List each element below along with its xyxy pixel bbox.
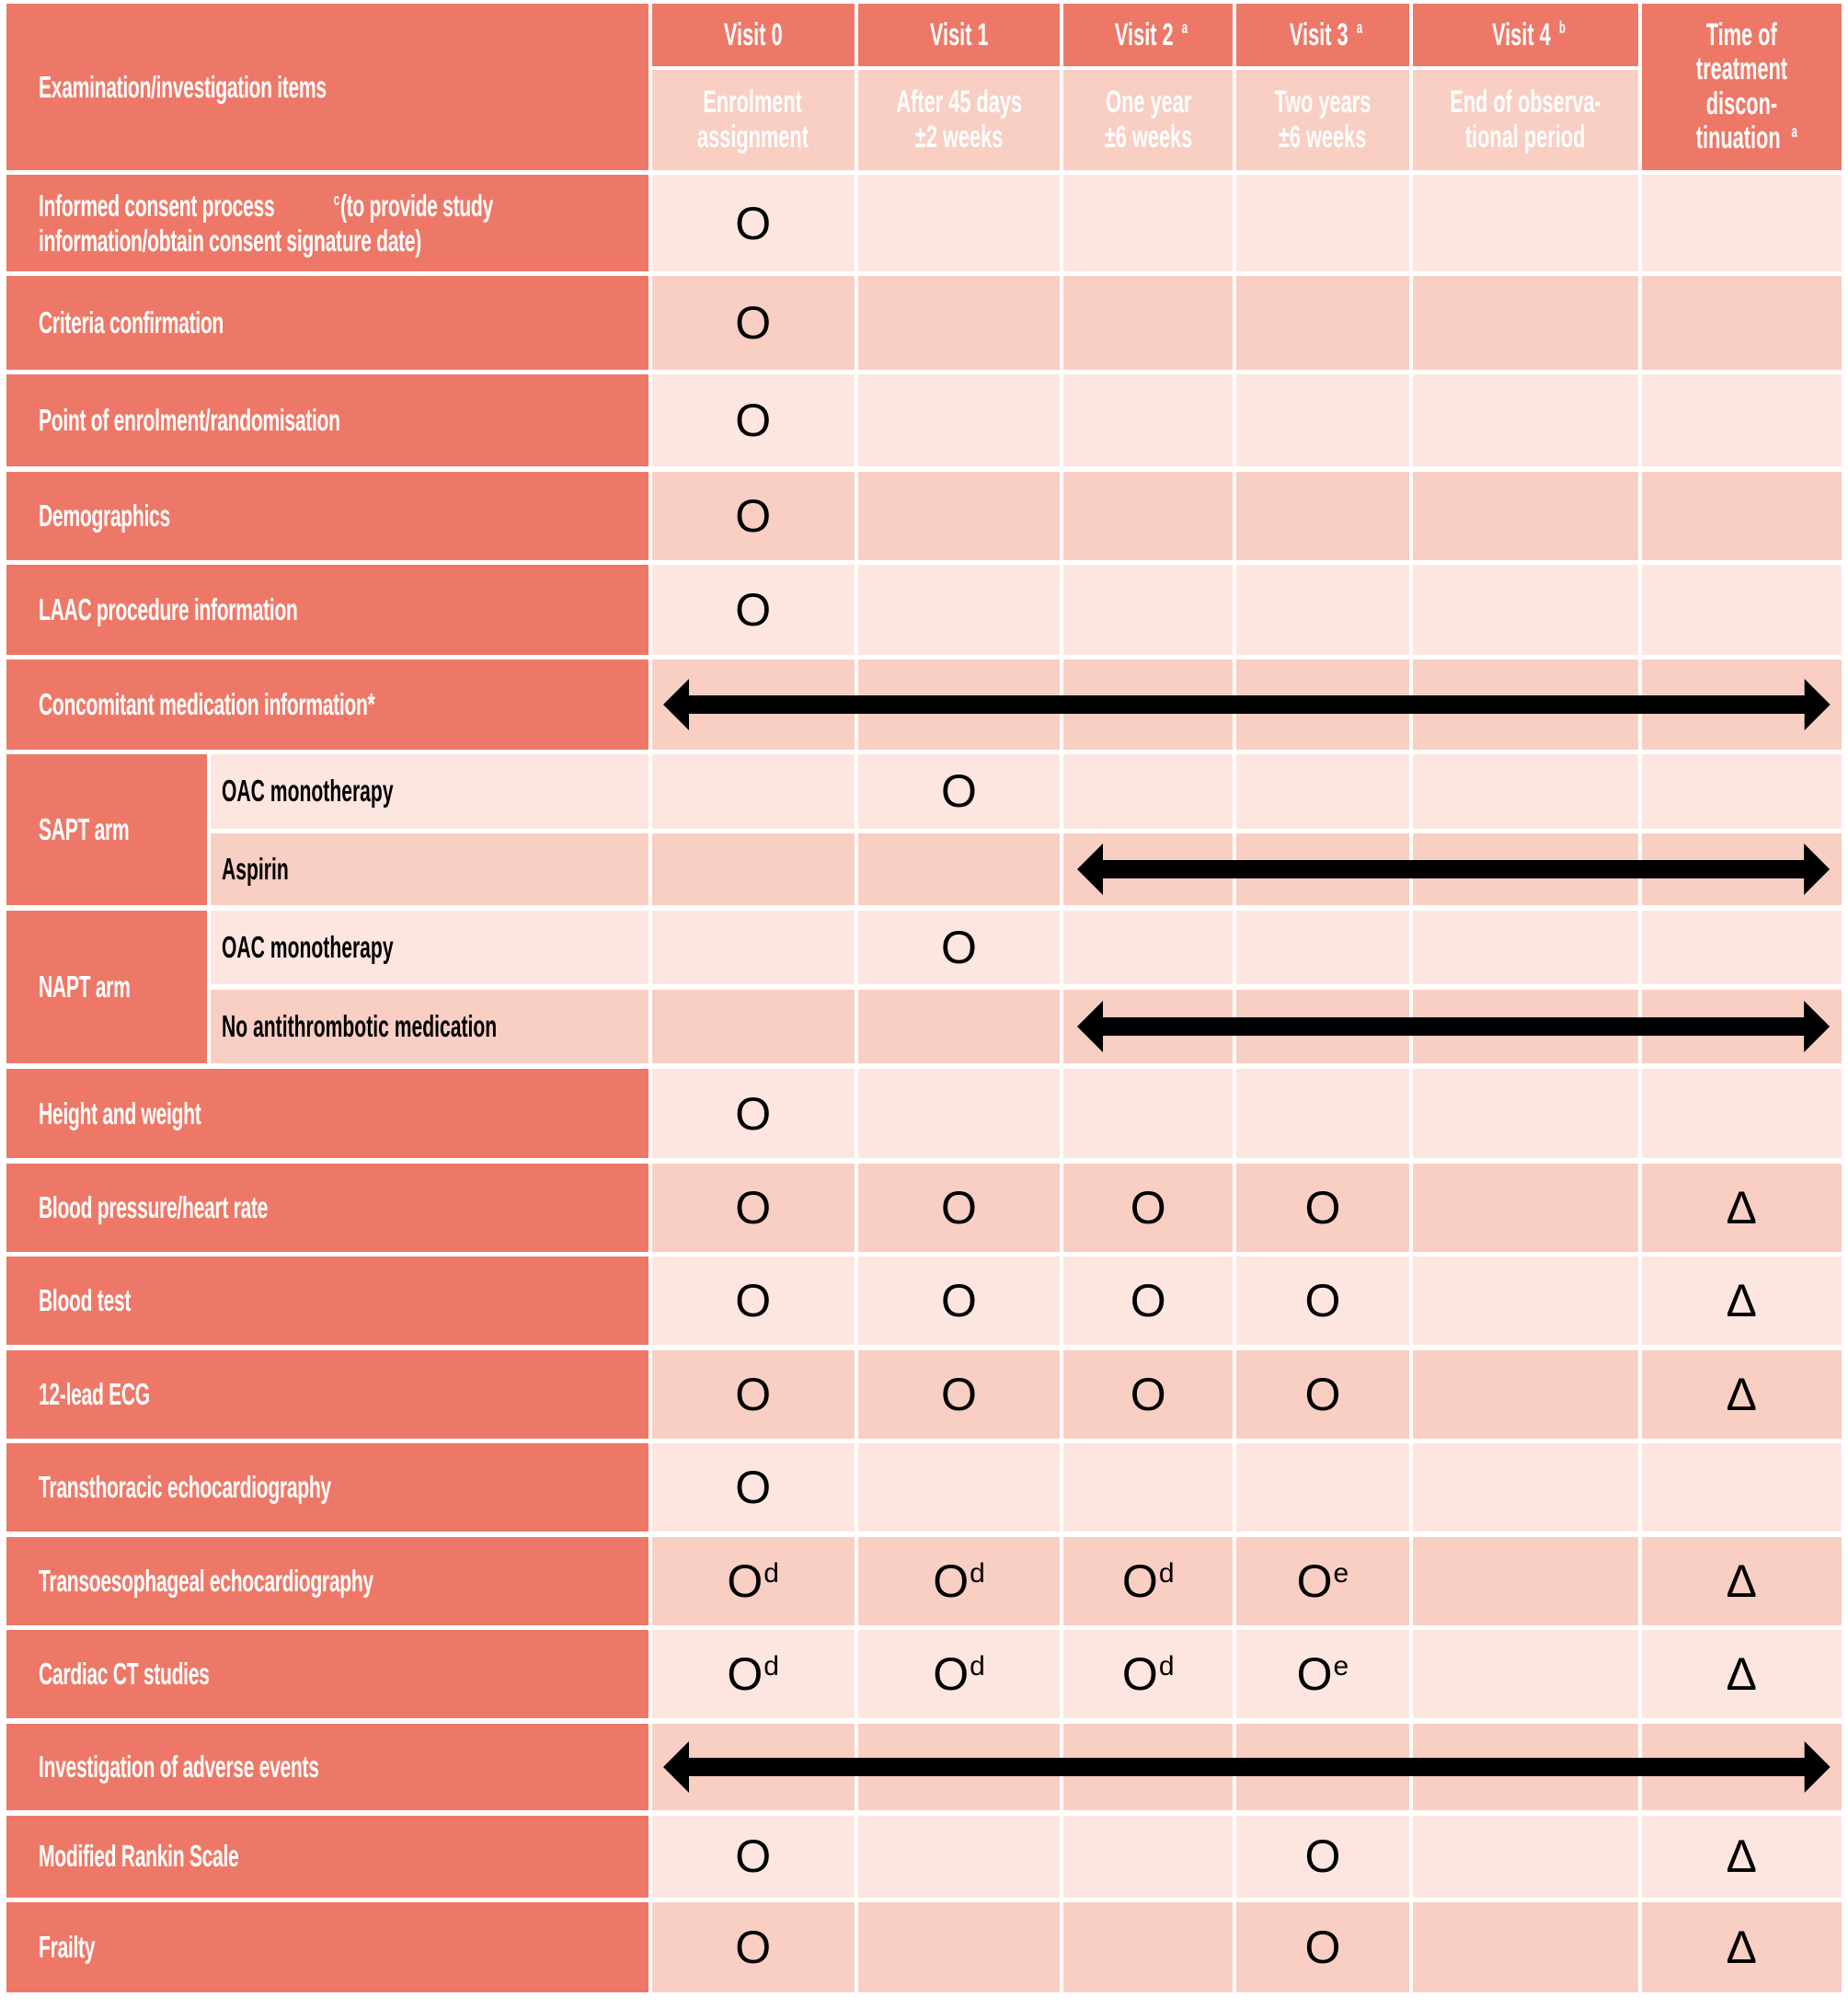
footnote: d	[1158, 1651, 1175, 1682]
header-visit-2	[1063, 4, 1232, 66]
schedule-cell	[858, 1902, 1061, 1991]
row-label	[6, 660, 649, 749]
row-label-text: Height and weight	[38, 1096, 201, 1130]
required-mark: O	[735, 1921, 772, 1973]
schedule-cell	[652, 1069, 855, 1158]
schedule-cell	[858, 1164, 1061, 1252]
schedule-cell	[1413, 911, 1638, 985]
row-label-text: Aspirin	[222, 852, 290, 887]
schedule-cell	[1236, 911, 1409, 985]
schedule-cell	[652, 472, 855, 560]
schedule-cell	[1642, 1443, 1842, 1532]
span-arrow	[1077, 999, 1830, 1054]
double-arrow-shape	[663, 679, 1831, 730]
conditional-mark: Δ	[1726, 1555, 1757, 1607]
required-mark: O	[727, 1555, 763, 1607]
schedule-cell	[1413, 472, 1638, 560]
header-visit-4	[1413, 4, 1638, 66]
double-arrow-shape	[1077, 843, 1830, 895]
group-text: NAPT arm	[38, 970, 131, 1004]
schedule-cell	[1642, 1256, 1842, 1345]
footnote: e	[1333, 1651, 1349, 1682]
discontinuation-line: tinuation	[1695, 120, 1781, 155]
conditional-mark: Δ	[1726, 1275, 1757, 1327]
schedule-cell	[1236, 565, 1409, 654]
required-mark: O	[1304, 1275, 1341, 1327]
row-label-text: Modified Rankin Scale	[38, 1839, 239, 1874]
row-label-text: 12-lead ECG	[38, 1376, 150, 1411]
required-mark: O	[1121, 1648, 1158, 1701]
conditional-mark: Δ	[1726, 1921, 1757, 1973]
schedule-cell	[858, 565, 1061, 654]
footnote: d	[763, 1651, 779, 1682]
conditional-mark: Δ	[1726, 1181, 1757, 1233]
required-mark: O	[941, 765, 977, 818]
schedule-cell	[1063, 754, 1232, 829]
visit-footnote: a	[1356, 18, 1362, 38]
row-label	[6, 1724, 649, 1811]
schedule-cell	[858, 1630, 1061, 1718]
timing-line: ±2 weeks	[914, 119, 1004, 155]
discontinuation-line: Time of	[1705, 17, 1777, 52]
group-text: SAPT arm	[38, 812, 130, 847]
required-mark: O	[1130, 1368, 1166, 1420]
double-arrow-shape	[1077, 1001, 1830, 1052]
schedule-cell	[652, 990, 855, 1064]
row-label	[6, 472, 649, 560]
required-mark: O	[735, 1462, 772, 1514]
schedule-cell	[858, 911, 1061, 985]
schedule-cell	[858, 1350, 1061, 1439]
conditional-mark: Δ	[1726, 1368, 1757, 1420]
schedule-cell	[858, 374, 1061, 466]
schedule-cell	[1236, 1443, 1409, 1532]
row-label	[6, 175, 649, 270]
row-label-text: Transoesophageal echocardiography	[38, 1563, 373, 1598]
group-label-sapt	[6, 754, 207, 905]
row-label	[6, 1069, 649, 1158]
span-arrow	[1077, 842, 1830, 897]
required-mark: O	[1121, 1555, 1158, 1607]
schedule-cell	[1236, 374, 1409, 466]
row-label-text: Blood pressure/heart rate	[38, 1189, 268, 1224]
schedule-cell	[652, 911, 855, 985]
discontinuation-line: treatment	[1695, 52, 1787, 87]
required-mark: O	[941, 1181, 977, 1233]
schedule-cell	[1413, 1630, 1638, 1718]
header-visit-0	[652, 4, 855, 66]
schedule-cell	[1413, 1256, 1638, 1345]
timing-line: ±6 weeks	[1104, 119, 1192, 155]
schedule-cell	[1642, 1069, 1842, 1158]
timing-line: ±6 weeks	[1279, 119, 1367, 155]
schedule-cell	[1063, 175, 1232, 270]
row-label-text: Informed consent process	[38, 188, 275, 223]
schedule-cell	[1413, 1537, 1638, 1625]
schedule-cell	[1413, 565, 1638, 654]
schedule-cell	[652, 565, 855, 654]
required-mark: O	[735, 1830, 772, 1883]
schedule-cell	[652, 1630, 855, 1718]
schedule-cell	[1236, 1816, 1409, 1898]
schedule-cell	[1642, 276, 1842, 369]
schedule-cell	[858, 1537, 1061, 1625]
header-timing-2	[1063, 70, 1232, 169]
header-items-text: Examination/investigation items	[38, 69, 327, 104]
schedule-cell	[858, 754, 1061, 829]
required-mark: O	[1304, 1830, 1341, 1883]
row-label	[6, 1816, 649, 1898]
schedule-cell	[1236, 1537, 1409, 1625]
row-label-text: Blood test	[38, 1283, 131, 1318]
schedule-cell	[1236, 754, 1409, 829]
required-mark: O	[1304, 1921, 1341, 1973]
schedule-cell	[1236, 1256, 1409, 1345]
schedule-cell	[858, 276, 1061, 369]
footnote: d	[970, 1651, 985, 1682]
schedule-cell	[1063, 1630, 1232, 1718]
row-label	[6, 374, 649, 466]
schedule-cell	[858, 175, 1061, 270]
schedule-cell	[1413, 754, 1638, 829]
row-label-text: (to provide study	[340, 188, 493, 223]
schedule-cell	[858, 472, 1061, 560]
row-label-text: Investigation of adverse events	[38, 1750, 319, 1784]
span-arrow	[663, 1739, 1831, 1795]
header-timing-0	[652, 70, 855, 169]
header-timing-1	[858, 70, 1061, 169]
group-label-napt	[6, 911, 207, 1064]
row-label	[6, 276, 649, 369]
schedule-cell	[1413, 276, 1638, 369]
schedule-cell	[652, 754, 855, 829]
schedule-cell	[1413, 1350, 1638, 1439]
schedule-cell	[1236, 1164, 1409, 1252]
schedule-cell	[1063, 565, 1232, 654]
schedule-cell	[1236, 1069, 1409, 1158]
row-label	[6, 1537, 649, 1625]
schedule-cell	[1063, 276, 1232, 369]
schedule-cell	[652, 1816, 855, 1898]
double-arrow-shape	[663, 1741, 1831, 1793]
required-mark: O	[735, 489, 772, 542]
schedule-cell	[1063, 1069, 1232, 1158]
row-label-text: Transthoracic echocardiography	[38, 1470, 331, 1505]
schedule-cell	[1063, 1350, 1232, 1439]
conditional-mark: Δ	[1726, 1648, 1757, 1701]
footnote: c	[333, 189, 339, 209]
timing-line: After 45 days	[896, 85, 1022, 120]
row-label	[211, 833, 648, 905]
visit-label: Visit 4	[1491, 17, 1551, 52]
header-discontinuation	[1642, 4, 1842, 170]
row-label	[211, 754, 648, 829]
required-mark: O	[735, 197, 772, 249]
visit-label: Visit 2	[1115, 17, 1175, 52]
row-label	[6, 1630, 649, 1718]
discontinuation-footnote: a	[1791, 121, 1797, 141]
schedule-cell	[652, 1443, 855, 1532]
schedule-cell	[1413, 1816, 1638, 1898]
row-label	[211, 990, 648, 1064]
header-timing-4	[1413, 70, 1638, 169]
row-label	[6, 1350, 649, 1439]
schedule-cell	[652, 175, 855, 270]
schedule-cell	[1642, 472, 1842, 560]
schedule-cell	[652, 1256, 855, 1345]
required-mark: O	[941, 1368, 977, 1420]
row-label-text: OAC monotherapy	[222, 774, 394, 809]
schedule-cell	[1063, 1164, 1232, 1252]
schedule-cell	[858, 1443, 1061, 1532]
row-label	[6, 1256, 649, 1345]
footnote: d	[1158, 1557, 1175, 1589]
schedule-cell	[1413, 1443, 1638, 1532]
row-label-text: Point of enrolment/randomisation	[38, 403, 340, 438]
required-mark: O	[735, 1368, 772, 1420]
schedule-cell	[1063, 1256, 1232, 1345]
schedule-cell	[652, 833, 855, 905]
schedule-cell	[1413, 1164, 1638, 1252]
schedule-cell	[652, 1350, 855, 1439]
schedule-cell	[1642, 1537, 1842, 1625]
row-label-text: LAAC procedure information	[38, 592, 298, 627]
row-label-text: information/obtain consent signature date)	[38, 223, 421, 258]
visit-footnote: a	[1181, 18, 1188, 38]
required-mark: O	[941, 921, 977, 973]
required-mark: O	[735, 584, 772, 637]
row-label-text: Demographics	[38, 498, 170, 533]
schedule-cell	[1642, 911, 1842, 985]
schedule-cell	[652, 1164, 855, 1252]
required-mark: O	[1130, 1181, 1166, 1233]
conditional-mark: Δ	[1726, 1830, 1757, 1883]
row-label	[6, 1443, 649, 1532]
row-label-text: Frailty	[38, 1929, 96, 1964]
row-label	[211, 911, 648, 985]
timing-line: One year	[1105, 85, 1191, 120]
schedule-cell	[858, 990, 1061, 1064]
footnote: d	[970, 1557, 985, 1589]
row-label-text: Criteria confirmation	[38, 305, 224, 339]
schedule-cell	[858, 1256, 1061, 1345]
timing-line: assignment	[697, 119, 809, 155]
schedule-cell	[1236, 1350, 1409, 1439]
required-mark: O	[1296, 1555, 1333, 1607]
required-mark: O	[735, 1275, 772, 1327]
schedule-cell	[1642, 175, 1842, 270]
required-mark: O	[941, 1275, 977, 1327]
span-arrow	[663, 677, 1831, 732]
schedule-cell	[1236, 472, 1409, 560]
schedule-cell	[1413, 1902, 1638, 1991]
schedule-cell	[1236, 1630, 1409, 1718]
schedule-cell	[652, 1537, 855, 1625]
row-label	[6, 1902, 649, 1991]
required-mark: O	[735, 1087, 772, 1140]
required-mark: O	[933, 1555, 970, 1607]
header-timing-3	[1236, 70, 1409, 169]
footnote: d	[763, 1557, 779, 1589]
schedule-cell	[1063, 1902, 1232, 1991]
schedule-cell	[652, 276, 855, 369]
required-mark: O	[1130, 1275, 1166, 1327]
required-mark: O	[1304, 1181, 1341, 1233]
schedule-cell	[1642, 565, 1842, 654]
header-items-label	[6, 4, 649, 170]
schedule-cell	[1063, 374, 1232, 466]
schedule-cell	[1063, 1537, 1232, 1625]
row-label-text: Concomitant medication information*	[38, 686, 375, 721]
schedule-cell	[858, 1816, 1061, 1898]
schedule-cell	[1236, 276, 1409, 369]
schedule-cell	[1642, 1350, 1842, 1439]
required-mark: O	[1304, 1368, 1341, 1420]
timing-line: End of observa-	[1450, 85, 1601, 120]
required-mark: O	[735, 1181, 772, 1233]
visit-label: Visit 3	[1290, 17, 1349, 52]
header-visit-1	[858, 4, 1061, 66]
row-label	[6, 1164, 649, 1252]
schedule-cell	[1642, 1816, 1842, 1898]
required-mark: O	[735, 395, 772, 447]
visit-label: Visit 1	[929, 17, 989, 52]
discontinuation-line: discon-	[1705, 86, 1777, 121]
schedule-cell	[1236, 1902, 1409, 1991]
required-mark: O	[1296, 1648, 1333, 1701]
timing-line: Enrolment	[703, 85, 803, 120]
schedule-cell	[858, 833, 1061, 905]
visit-label: Visit 0	[723, 17, 783, 52]
schedule-cell	[858, 1069, 1061, 1158]
schedule-cell	[1413, 1069, 1638, 1158]
schedule-cell	[1642, 754, 1842, 829]
timing-line: Two years	[1274, 85, 1372, 120]
schedule-cell	[1642, 374, 1842, 466]
required-mark: O	[727, 1648, 763, 1701]
schedule-cell	[1236, 175, 1409, 270]
required-mark: O	[933, 1648, 970, 1701]
schedule-cell	[1413, 175, 1638, 270]
required-mark: O	[735, 296, 772, 349]
visit-footnote: b	[1558, 18, 1566, 38]
row-label-text: OAC monotherapy	[222, 930, 394, 964]
row-label	[6, 565, 649, 654]
row-label-text: Cardiac CT studies	[38, 1657, 210, 1692]
schedule-cell	[1063, 1816, 1232, 1898]
schedule-cell	[1063, 472, 1232, 560]
schedule-cell	[1642, 1630, 1842, 1718]
schedule-cell	[652, 1902, 855, 1991]
schedule-cell	[1642, 1164, 1842, 1252]
schedule-cell	[1413, 374, 1638, 466]
schedule-cell	[1642, 1902, 1842, 1991]
footnote: e	[1333, 1557, 1349, 1589]
schedule-cell	[1063, 1443, 1232, 1532]
header-visit-3	[1236, 4, 1409, 66]
row-label-text: No antithrombotic medication	[222, 1009, 498, 1044]
timing-line: tional period	[1464, 119, 1586, 155]
schedule-cell	[652, 374, 855, 466]
schedule-cell	[1063, 911, 1232, 985]
